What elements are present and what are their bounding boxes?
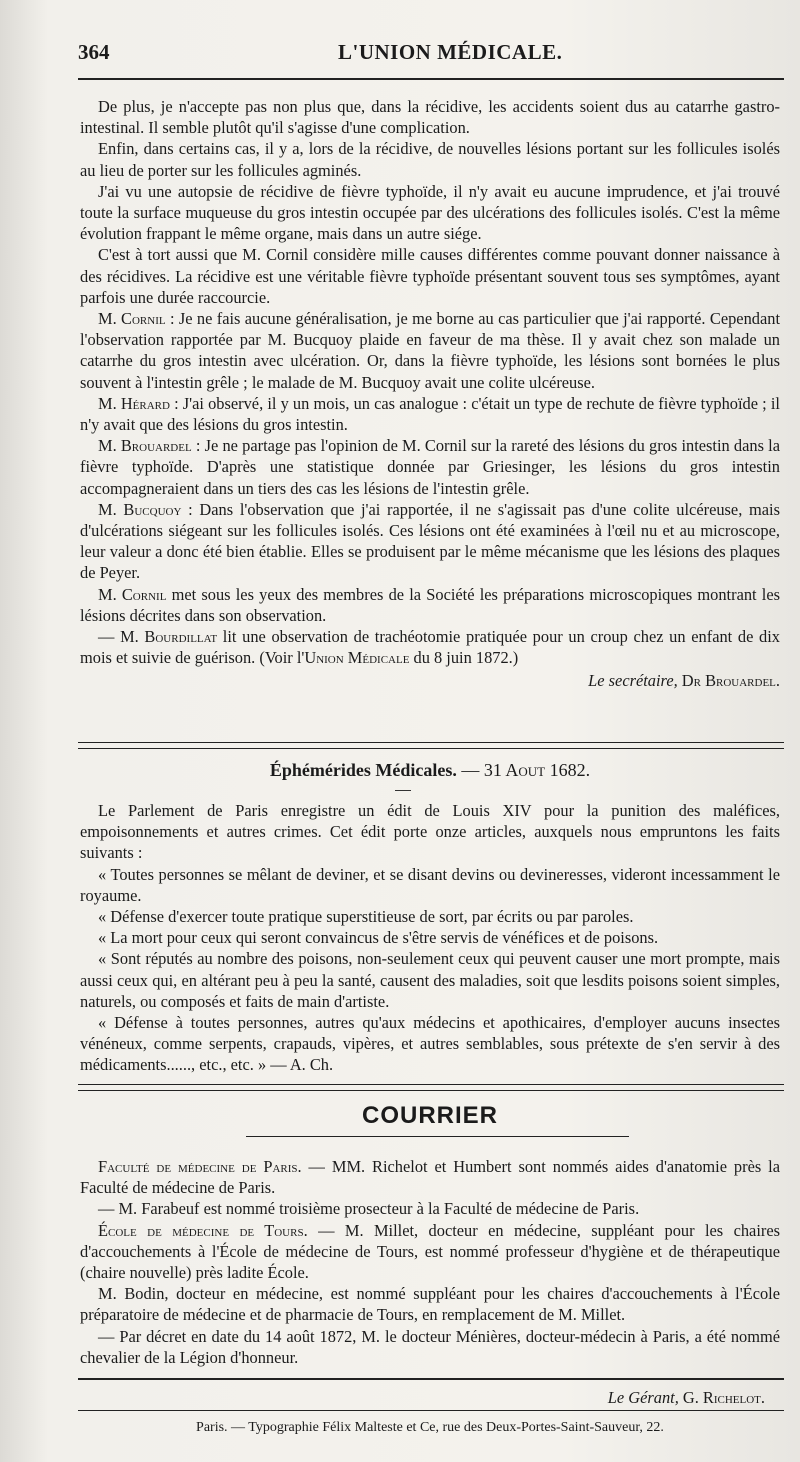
gerant-name: G. Richelot. (682, 1388, 765, 1407)
gerant-role: Le Gérant, (607, 1388, 683, 1407)
journal-title: L'UNION MÉDICALE. (338, 40, 563, 64)
paragraph (80, 435, 780, 499)
paragraph: — M. Farabeuf est nommé troisième prosecteur à la Faculté de médecine de Paris. (98, 1199, 640, 1219)
paragraph: — Par décret en date du 14 août 1872, M. le docteur Ménières, docteur-médecin à Paris, a été nommé chevalier de la Légion d'honneur. (80, 1326, 780, 1367)
institution-name: Faculté de médecine de Paris. (98, 1157, 302, 1176)
speech-text: Dans l'observation que j'ai rapportée, il ne s'agissait pas d'une colite ulcéreuse, mais d'ulcérations siégeant sur les follicules isolés. Ces lésions ont été examinées à l'œil nu et au microscope, leur valeur a donc été bien établie. Elles se produisent par le même mécanisme que les lésions des plaques de Peyer. (80, 499, 780, 583)
courrier-heading: COURRIER (361, 1102, 498, 1129)
speaker-name: M. Brouardel : (98, 436, 201, 456)
speech-text: Je ne partage pas l'opinion de M. Cornil sur la rareté des lésions du gros intestin dans la fièvre typhoïde. D'après une statistique donnée par Griesinger, les lésions du gros intestin accompagneraient dans un tiers des cas les lésions de l'intestin grêle. (80, 436, 780, 498)
paragraph: « Défense à toutes personnes, autres qu'aux médecins et apothicaires, d'employer aucuns insectes vénéneux, comme serpents, crapauds, vipères, et autres semblables, sous prétexte de s'en servir à des médicaments......, etc., etc. » — A. Ch. (80, 1013, 780, 1075)
news-text: — M. Millet, docteur en médecine, suppléant pour les chaires d'accouchements à l'École de médecine de Tours, est nommé professeur d'hygiène et de thérapeutique (chaire nouvelle) près ladite École. (80, 1220, 780, 1283)
paragraph (80, 393, 780, 435)
speech-text: met sous les yeux des membres de la Société les préparations microscopiques montrant les lésions décrites dans son observation. (80, 584, 781, 625)
paragraph: J'ai vu une autopsie de récidive de fièvre typhoïde, il n'y avait eu aucune imprudence, et j'ai trouvé toute la surface muqueuse du gros intestin occupée par des ulcérations des follicules isolés. C'est la même évolution frappant le même organe, mais dans un autre siége. (80, 181, 780, 244)
printer-imprint: Paris. — Typographie Félix Malteste et Ce, rue des Deux-Portes-Saint-Sauveur, 22. (196, 1420, 664, 1435)
signature-name: Dr Brouardel. (681, 671, 780, 691)
paragraph (80, 626, 780, 668)
secretary-signature (80, 670, 780, 691)
paragraph: Enfin, dans certains cas, il y a, lors de la récidive, de nouvelles lésions portant sur les follicules isolés au lieu de porter sur les follicules agminés. (80, 139, 780, 180)
paragraph: « Sont réputés au nombre des poisons, non-seulement ceux qui peuvent causer une mort prompte, mais aussi ceux qui, en altérant peu à peu la santé, causent des maladies, soit que lesdits poisons soient simples, naturels, ou composés et faits de main d'artiste. (80, 949, 780, 1011)
paragraph: Le Parlement de Paris enregistre un édit de Louis XIV pour la punition des maléfices, empoisonnements et autres crimes. Cet édit porte onze articles, auxquels nous empruntons les faits suivants : (80, 801, 780, 863)
paragraph: « Toutes personnes se mêlant de deviner, et se disant devins ou devineresses, videront incessamment le royaume. (80, 864, 780, 905)
paragraph (80, 1220, 780, 1284)
paragraph: C'est à tort aussi que M. Cornil considère mille causes différentes comme pouvant donner naissance à des récidives. La récidive est une véritable fièvre typhoïde présentant souvent tous ses symptômes, ayant parfois une durée raccourcie. (80, 245, 780, 307)
closing-rule (78, 1378, 784, 1380)
speaker-name: M. Bucquoy : (98, 499, 193, 519)
speech-text: lit une observation de trachéotomie pratiquée pour un croup chez un enfant de dix mois et suivie de guérison. (Voir l' (80, 627, 780, 668)
paragraph (80, 584, 780, 626)
imprint-rule (78, 1410, 784, 1411)
ephemerides-heading (80, 760, 780, 781)
speech-text: Je ne fais aucune généralisation, je me borne au cas particulier que j'ai rapporté. Cependant l'observation rapportée par M. Bucquoy plaide en faveur de ma thèse. Il y avait chez son malade un catarrhe du gros intestin avec ulcération. Or, dans la fièvre typhoïde, les lésions sont bornées le plus souvent à l'intestin grêle ; le malade de M. Bucquoy avait une colite ulcéreuse. (80, 309, 780, 392)
paragraph: M. Bodin, docteur en médecine, est nommé suppléant pour les chaires d'accouchements à l'École préparatoire de médecine et de pharmacie de Tours, en remplacement de M. Millet. (80, 1284, 780, 1325)
section-divider (78, 742, 784, 749)
ephemerides-title: Éphémérides Médicales. (269, 760, 457, 780)
paragraph: « Défense d'exercer toute pratique superstitieuse de sort, par écrits ou par paroles. (98, 907, 634, 927)
short-dash (395, 790, 411, 791)
paragraph (80, 1156, 780, 1198)
dash-prefix: — (98, 627, 121, 647)
paragraph (80, 499, 780, 584)
courrier-section (80, 1156, 780, 1368)
speaker-name: M. Cornil : (98, 309, 175, 329)
signature-role: Le secrétaire, (588, 671, 682, 691)
header-rule (78, 78, 784, 80)
journal-reference: Union Médicale (304, 648, 410, 668)
institution-name: École de médecine de Tours. (98, 1220, 308, 1240)
speaker-name: M. Bourdillat (120, 627, 218, 647)
speaker-name: M. Cornil (98, 584, 167, 604)
section-divider (78, 1084, 784, 1091)
courrier-underline (246, 1136, 629, 1137)
speech-text: du 8 juin 1872.) (409, 648, 519, 668)
ephemerides-section (80, 800, 780, 1076)
ephemerides-date: — 31 Aout 1682. (456, 760, 591, 780)
gerant-signature (80, 1388, 765, 1408)
paragraph (80, 308, 780, 393)
speech-text: J'ai observé, il y un mois, un cas analogue : c'était un type de rechute de fièvre typhoïde ; il n'y avait que des lésions du gros intestin. (80, 393, 780, 435)
speaker-name: M. Hérard : (98, 393, 179, 413)
page-number: 364 (78, 40, 110, 64)
discussion-section (80, 96, 780, 692)
page-header (78, 40, 768, 65)
paragraph: De plus, je n'accepte pas non plus que, dans la récidive, les accidents soient dus au catarrhe gastro-intestinal. Il semble plutôt qu'il s'agisse d'une complication. (80, 97, 780, 138)
news-text: — MM. Richelot et Humbert sont nommés aides d'anatomie près la Faculté de médecine de Paris. (80, 1157, 780, 1198)
paragraph: « La mort pour ceux qui seront convaincus de s'être servis de vénéfices et de poisons. (98, 928, 659, 948)
